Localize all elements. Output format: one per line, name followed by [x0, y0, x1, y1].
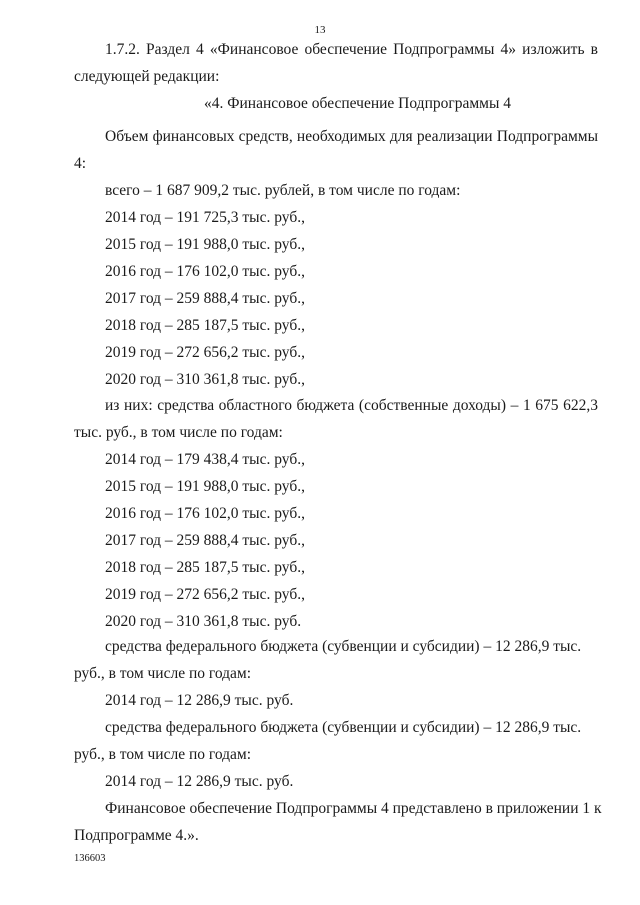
- federal-budget-2-line-1: средства федерального бюджета (субвенции и субсидии) – 12 286,9 тыс.: [105, 719, 582, 736]
- total-amount: всего – 1 687 909,2 тыс. рублей, в том числе по годам:: [105, 182, 461, 199]
- regional-year-2018: 2018 год – 285 187,5 тыс. руб.,: [105, 559, 305, 576]
- section-title: «4. Финансовое обеспечение Подпрограммы 4: [204, 95, 512, 112]
- regional-year-2017: 2017 год – 259 888,4 тыс. руб.,: [105, 532, 305, 549]
- intro-paragraph-line-2: следующей редакции:: [74, 68, 220, 85]
- intro-paragraph-line-1: 1.7.2. Раздел 4 «Финансовое обеспечение Подпрограммы 4» изложить в: [105, 41, 598, 58]
- total-year-2018: 2018 год – 285 187,5 тыс. руб.,: [105, 317, 305, 334]
- regional-budget-line-2: тыс. руб., в том числе по годам:: [74, 424, 283, 441]
- total-year-2015: 2015 год – 191 988,0 тыс. руб.,: [105, 236, 305, 253]
- federal-budget-2-line-2: руб., в том числе по годам:: [74, 746, 252, 763]
- document-code: 136603: [74, 853, 106, 864]
- closing-paragraph-line-1: Финансовое обеспечение Подпрограммы 4 представлено в приложении 1 к: [105, 800, 602, 817]
- federal-budget-1-line-2: руб., в том числе по годам:: [74, 665, 252, 682]
- regional-year-2015: 2015 год – 191 988,0 тыс. руб.,: [105, 478, 305, 495]
- page-number: 13: [314, 24, 326, 36]
- regional-year-2019: 2019 год – 272 656,2 тыс. руб.,: [105, 586, 305, 603]
- volume-paragraph-line-2: 4:: [74, 155, 87, 172]
- total-year-2014: 2014 год – 191 725,3 тыс. руб.,: [105, 209, 305, 226]
- total-year-2017: 2017 год – 259 888,4 тыс. руб.,: [105, 290, 305, 307]
- regional-year-2020: 2020 год – 310 361,8 тыс. руб.: [105, 613, 302, 630]
- volume-paragraph-line-1: Объем финансовых средств, необходимых для реализации Подпрограммы: [105, 128, 598, 145]
- closing-paragraph-line-2: Подпрограмме 4.».: [74, 827, 199, 844]
- total-year-2019: 2019 год – 272 656,2 тыс. руб.,: [105, 344, 305, 361]
- regional-year-2014: 2014 год – 179 438,4 тыс. руб.,: [105, 451, 305, 468]
- federal-budget-2-year-2014: 2014 год – 12 286,9 тыс. руб.: [105, 773, 294, 790]
- total-year-2016: 2016 год – 176 102,0 тыс. руб.,: [105, 263, 305, 280]
- total-year-2020: 2020 год – 310 361,8 тыс. руб.,: [105, 371, 305, 388]
- regional-year-2016: 2016 год – 176 102,0 тыс. руб.,: [105, 505, 305, 522]
- federal-budget-1-year-2014: 2014 год – 12 286,9 тыс. руб.: [105, 692, 294, 709]
- regional-budget-line-1: из них: средства областного бюджета (собственные доходы) – 1 675 622,3: [105, 397, 598, 414]
- federal-budget-1-line-1: средства федерального бюджета (субвенции и субсидии) – 12 286,9 тыс.: [105, 638, 582, 655]
